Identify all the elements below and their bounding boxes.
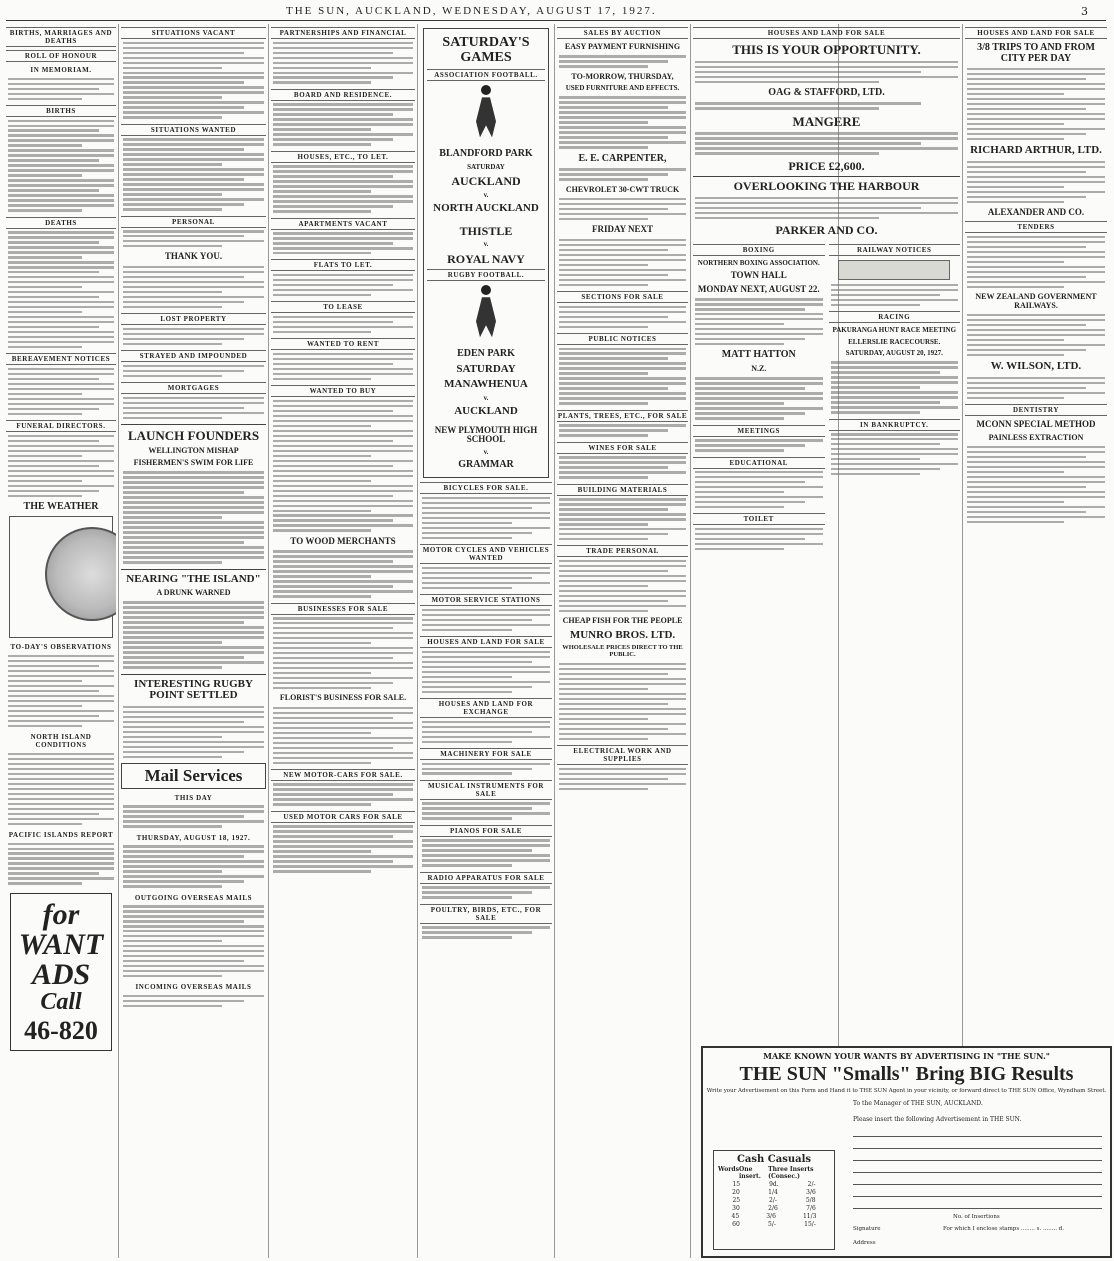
rate-cell: 30 (732, 1205, 740, 1212)
race-meeting-name: PAKURANGA HUNT RACE MEETING (832, 326, 957, 335)
form-writing-line (853, 1172, 1102, 1173)
section-heading: SALES BY AUCTION (557, 27, 688, 39)
section-heading: IN MEMORIAM. (30, 66, 92, 74)
article-subhead: FISHERMEN'S SWIM FOR LIFE (133, 458, 254, 467)
rate-row (718, 1197, 830, 1204)
want-ads-line3: Call (40, 988, 82, 1015)
section-heading: NEW MOTOR-CARS FOR SALE. (271, 769, 415, 781)
rate-cell: 7/6 (806, 1205, 816, 1212)
team-name: NEW PLYMOUTH HIGH SCHOOL (434, 424, 538, 445)
text-block (695, 102, 958, 109)
text-block (695, 132, 958, 154)
section-heading: ROLL OF HONOUR (6, 50, 116, 62)
text-block (273, 550, 413, 597)
masthead-title: THE SUN, AUCKLAND, WEDNESDAY, AUGUST 17, 1927. (286, 5, 657, 17)
section-heading: EDUCATIONAL (693, 457, 825, 469)
column-4 (420, 24, 552, 1258)
section-heading: POULTRY, BIRDS, ETC., FOR SALE (420, 904, 552, 924)
section-heading: DENTISTRY (965, 404, 1107, 416)
text-block (695, 298, 823, 345)
mail-services-heading: Mail Services (121, 763, 266, 789)
section-heading: MOTOR SERVICE STATIONS (420, 594, 552, 606)
dentist-subheading: PAINLESS EXTRACTION (988, 432, 1084, 442)
form-addressee: To the Manager of THE SUN, AUCKLAND. (853, 1100, 983, 1107)
munro-heading: MUNRO BROS. LTD. (569, 628, 676, 641)
column-6-7 (693, 24, 960, 1042)
text-block (967, 446, 1105, 523)
text-block (273, 617, 413, 689)
insertions-label: No. of Insertions (953, 1214, 1000, 1220)
footballer-illustration (466, 85, 506, 145)
section-heading: RUGBY FOOTBALL. (427, 269, 545, 281)
text-block (559, 168, 686, 180)
want-ads-line1: for WANT (18, 897, 104, 961)
team-name: THISTLE (459, 223, 513, 238)
address-label: Address (853, 1240, 876, 1246)
sports-fixtures-advert (423, 28, 549, 478)
section-heading: PUBLIC NOTICES (557, 333, 688, 345)
text-block (695, 197, 958, 219)
want-ads-advert (10, 893, 112, 1051)
text-block (559, 456, 686, 478)
rate-row (718, 1181, 830, 1188)
association-name: NORTHERN BOXING ASSOCIATION. (697, 258, 820, 267)
text-block (123, 365, 264, 377)
versus-label: v. (483, 447, 489, 456)
text-block (123, 905, 264, 977)
section-heading: ASSOCIATION FOOTBALL. (427, 69, 545, 81)
want-ads-line2: ADS (31, 957, 91, 991)
text-block (123, 845, 264, 887)
text-block (831, 361, 959, 413)
column-rule (118, 24, 119, 1258)
rate-cell: 1/4 (768, 1189, 778, 1196)
sun-smalls-form (701, 1046, 1112, 1258)
text-block (273, 400, 413, 532)
section-heading: PACIFIC ISLANDS REPORT (8, 830, 114, 839)
text-block (559, 768, 686, 790)
column-1 (6, 24, 116, 1258)
text-block (422, 886, 550, 898)
team-name: ROYAL NAVY (447, 251, 525, 266)
section-heading: DEATHS (6, 217, 116, 229)
wholesale-heading: WHOLESALE PRICES DIRECT TO THE PUBLIC. (562, 644, 683, 659)
column-rule (417, 24, 418, 1258)
auction-heading: FRIDAY NEXT (591, 224, 654, 235)
timber-heading: TO WOOD MERCHANTS (290, 535, 396, 546)
text-block (273, 165, 413, 212)
text-block (967, 314, 1105, 356)
text-block (422, 651, 550, 693)
text-block (123, 266, 264, 308)
section-heading: ELECTRICAL WORK AND SUPPLIES (557, 745, 688, 765)
section-heading: RAILWAY NOTICES (829, 244, 961, 256)
section-heading: PERSONAL (121, 216, 266, 228)
section-heading: THURSDAY, AUGUST 18, 1927. (136, 833, 251, 842)
rate-cell: One insert. (739, 1166, 761, 1180)
section-heading: MUSICAL INSTRUMENTS FOR SALE (420, 780, 552, 800)
text-block (8, 435, 114, 497)
auction-heading: EASY PAYMENT FURNISHING (564, 42, 681, 51)
text-block (123, 995, 264, 1007)
rate-cell: Three Inserts (Consec.) (768, 1166, 814, 1180)
text-block (273, 274, 413, 296)
rate-table (713, 1150, 835, 1250)
auction-heading: USED FURNITURE AND EFFECTS. (565, 84, 680, 93)
race-date: SATURDAY, AUGUST 20, 1927. (845, 348, 943, 357)
form-writing-line (853, 1148, 1102, 1149)
section-heading: PARTNERSHIPS AND FINANCIAL (271, 27, 415, 39)
section-heading: RACING (829, 311, 961, 323)
rate-row (718, 1189, 830, 1196)
weather-heading: THE WEATHER (23, 500, 99, 512)
form-request: Please insert the following Advertisement in THE SUN. (853, 1116, 1022, 1123)
section-heading: BIRTHS, MARRIAGES AND DEATHS (6, 27, 116, 47)
article-body (123, 471, 264, 563)
section-heading: RADIO APPARATUS FOR SALE (420, 872, 552, 884)
text-block (8, 78, 114, 100)
text-block (273, 825, 413, 872)
text-block (831, 284, 959, 306)
text-block (422, 763, 550, 775)
auctioneer-name: E. E. CARPENTER, (578, 152, 667, 164)
text-block (422, 926, 550, 938)
rate-cell: 5/- (768, 1221, 776, 1228)
text-block (559, 239, 686, 286)
rate-cell: Words (718, 1166, 739, 1173)
two-column-section (693, 241, 960, 555)
section-heading: USED MOTOR CARS FOR SALE (271, 811, 415, 823)
form-title: MAKE KNOWN YOUR WANTS BY ADVERTISING IN "THE SUN." (763, 1051, 1050, 1061)
article-body (123, 601, 264, 668)
mangere-heading: MANGERE (792, 113, 861, 129)
text-block (559, 55, 686, 67)
text-block (967, 236, 1105, 288)
text-block (559, 96, 686, 148)
section-heading: PLANTS, TREES, ETC., FOR SALE (557, 411, 688, 420)
auction-heading: CHEVROLET 30-CWT TRUCK (565, 184, 680, 194)
column-rule (690, 24, 691, 1258)
versus-label: v. (483, 393, 489, 402)
section-heading: FUNERAL DIRECTORS. (6, 420, 116, 432)
text-block (8, 231, 114, 348)
section-heading: HOUSES, ETC., TO LET. (271, 151, 415, 163)
nz-label: N.Z. (751, 363, 767, 373)
text-block (123, 138, 264, 210)
column-rule (268, 24, 269, 1258)
firm-name: OAG & STAFFORD, LTD. (768, 86, 885, 98)
text-block (273, 707, 413, 764)
florist-heading: FLORIST'S BUSINESS FOR SALE. (279, 693, 407, 703)
masthead (6, 4, 1106, 21)
weather-chart (9, 516, 113, 638)
day-label: SATURDAY (467, 162, 505, 171)
firm-name: ALEXANDER AND CO. (987, 206, 1085, 217)
overlooking-heading: OVERLOOKING THE HARBOUR (693, 176, 960, 193)
article-subhead: A DRUNK WARNED (156, 588, 231, 598)
text-block (695, 61, 958, 83)
fish-heading: CHEAP FISH FOR THE PEOPLE (562, 616, 683, 626)
section-heading: IN BANKRUPTCY. (829, 419, 961, 431)
opportunity-heading: THIS IS YOUR OPPORTUNITY. (732, 42, 921, 57)
trips-heading: 3/8 TRIPS TO AND FROM CITY PER DAY (977, 42, 1095, 64)
games-heading: SATURDAY'S GAMES (442, 35, 530, 65)
text-block (559, 498, 686, 540)
section-heading: TENDERS (965, 221, 1107, 233)
section-heading: STRAYED AND IMPOUNDED (121, 350, 266, 362)
text-block (695, 377, 823, 419)
section-heading: FLATS TO LET. (271, 259, 415, 271)
form-writing-line (853, 1160, 1102, 1161)
rate-cell: 11/3 (802, 1213, 817, 1220)
text-block (967, 68, 1105, 140)
section-heading: WINES FOR SALE (557, 442, 688, 454)
column-8 (965, 24, 1107, 1042)
want-ads-phone: 46-820 (24, 1015, 98, 1045)
rate-row (718, 1221, 830, 1228)
rate-cell: 5/8 (805, 1197, 816, 1204)
rate-cell: 2/- (769, 1197, 777, 1204)
section-heading: WANTED TO BUY (271, 385, 415, 397)
rate-cell: 3/6 (766, 1213, 776, 1220)
section-heading: BOXING (693, 244, 825, 256)
text-block (8, 368, 114, 415)
rate-table-title: Cash Casuals (736, 1154, 812, 1165)
text-block (8, 655, 114, 727)
text-block (422, 497, 550, 539)
rate-cell: 15/- (804, 1221, 816, 1228)
text-block (559, 198, 686, 220)
section-heading: LOST PROPERTY (121, 313, 266, 325)
column-2 (121, 24, 266, 1258)
stamps-label: For which I enclose stamps ........ s. ........ d. (943, 1226, 1064, 1232)
barometer-dial (45, 527, 116, 621)
venue-name: EDEN PARK (457, 348, 515, 360)
section-heading: HOUSES AND LAND FOR EXCHANGE (420, 698, 552, 718)
text-block (273, 103, 413, 145)
rate-cell: 2/- (807, 1181, 816, 1188)
versus-label: v. (483, 190, 489, 199)
text-block (123, 397, 264, 419)
rate-row (718, 1213, 830, 1220)
racecourse-name: ELLERSLIE RACECOURSE. (848, 337, 941, 346)
price-label: PRICE £2,600. (788, 158, 865, 173)
column-5 (557, 24, 688, 1258)
text-block (422, 567, 550, 589)
rate-header (718, 1166, 830, 1180)
article-headline: INTERESTING RUGBY POINT SETTLED (121, 674, 266, 702)
section-heading: MORTGAGES (121, 382, 266, 394)
article-headline: NEARING "THE ISLAND" (121, 569, 266, 586)
rate-cell: 45 (731, 1213, 740, 1220)
venue-name: TOWN HALL (730, 270, 787, 281)
article-body (123, 706, 264, 758)
form-headline: THE SUN "Smalls" Bring BIG Results (739, 1063, 1074, 1085)
section-heading: TO-DAY'S OBSERVATIONS (10, 643, 112, 652)
text-block (273, 232, 413, 254)
text-block (695, 439, 823, 451)
text-block (559, 424, 686, 436)
section-heading: SITUATIONS WANTED (121, 124, 266, 136)
railway-section (829, 241, 961, 555)
section-heading: HOUSES AND LAND FOR SALE (965, 27, 1107, 39)
text-block (123, 42, 264, 119)
firm-name: PARKER AND CO. (775, 223, 878, 238)
text-block (273, 42, 413, 84)
text-block (422, 839, 550, 866)
page-number: 3 (1081, 5, 1088, 18)
article-headline: LAUNCH FOUNDERS (121, 424, 266, 443)
text-block (422, 802, 550, 819)
text-block (123, 805, 264, 827)
section-heading: TO LEASE (271, 301, 415, 313)
section-heading: BUILDING MATERIALS (557, 484, 688, 496)
versus-label: v. (483, 240, 489, 249)
firm-name: W. WILSON, LTD. (990, 360, 1082, 373)
rate-row (718, 1205, 830, 1212)
firm-name: RICHARD ARTHUR, LTD. (970, 144, 1102, 157)
section-heading: TRADE PERSONAL (557, 545, 688, 557)
text-block (967, 377, 1105, 399)
section-heading: BEREAVEMENT NOTICES (6, 353, 116, 365)
text-block (695, 471, 823, 508)
text-block (831, 433, 959, 475)
section-heading: MEETINGS (693, 425, 825, 437)
dentist-heading: MCONN SPECIAL METHOD (976, 419, 1096, 430)
text-block (8, 120, 114, 212)
text-block (123, 230, 264, 247)
section-heading: BOARD AND RESIDENCE. (271, 89, 415, 101)
section-heading: THIS DAY (174, 793, 213, 802)
section-heading: PIANOS FOR SALE (420, 825, 552, 837)
form-writing-line (853, 1136, 1102, 1137)
section-heading: BIRTHS (6, 105, 116, 117)
rate-cell: 2/6 (768, 1205, 778, 1212)
text-block (273, 353, 413, 380)
fight-date: MONDAY NEXT, AUGUST 22. (697, 283, 820, 294)
text-block (695, 528, 823, 550)
section-heading: NORTH ISLAND CONDITIONS (30, 733, 92, 750)
venue-name: BLANDFORD PARK (439, 148, 533, 160)
rugby-player-illustration (466, 285, 506, 345)
team-name: NORTH AUCKLAND (433, 202, 539, 215)
rate-cell: 15 (732, 1181, 741, 1188)
section-heading: MACHINERY FOR SALE (420, 748, 552, 760)
section-heading: INCOMING OVERSEAS MAILS (135, 983, 252, 992)
rate-cell: 60 (732, 1221, 740, 1228)
section-heading: SECTIONS FOR SALE (557, 291, 688, 303)
form-writing-line (853, 1208, 1102, 1209)
day-label: SATURDAY (456, 362, 516, 375)
signature-label: Signature (853, 1226, 881, 1232)
thank-you-heading: THANK YOU. (164, 251, 223, 262)
section-heading: HOUSES AND LAND FOR SALE (693, 27, 960, 39)
text-block (559, 306, 686, 328)
train-illustration (838, 260, 950, 280)
section-heading: OUTGOING OVERSEAS MAILS (134, 893, 253, 902)
section-heading: MOTOR CYCLES AND VEHICLES WANTED (420, 544, 552, 564)
section-heading: BICYCLES FOR SALE. (420, 482, 552, 494)
team-name: AUCKLAND (451, 174, 521, 189)
rate-cell: 25 (732, 1197, 741, 1204)
weather-table (8, 843, 114, 885)
section-heading: SITUATIONS VACANT (121, 27, 266, 39)
section-heading: APARTMENTS VACANT (271, 218, 415, 230)
text-block (422, 721, 550, 743)
rate-cell: 3/6 (806, 1189, 816, 1196)
team-name: GRAMMAR (458, 458, 514, 470)
section-heading: WANTED TO RENT (271, 338, 415, 350)
boxer-name: MATT HATTON (721, 349, 796, 361)
team-name: AUCKLAND (454, 405, 518, 418)
boxing-section (693, 241, 825, 555)
team-name: MANAWHENUA (444, 378, 528, 391)
section-heading: TOILET (693, 513, 825, 525)
rate-cell: 20 (732, 1189, 740, 1196)
rate-cell: 9d. (769, 1181, 779, 1188)
text-block (559, 348, 686, 405)
text-block (123, 328, 264, 345)
column-3 (271, 24, 415, 1258)
auction-heading: TO-MORROW, THURSDAY, (571, 71, 674, 81)
text-block (559, 663, 686, 740)
railways-heading: NEW ZEALAND GOVERNMENT RAILWAYS. (975, 292, 1097, 310)
section-heading: HOUSES AND LAND FOR SALE (420, 636, 552, 648)
text-block (967, 161, 1105, 203)
text-block (273, 783, 413, 805)
article-subhead: WELLINGTON MISHAP (148, 445, 239, 455)
text-block (422, 609, 550, 631)
weather-table (8, 753, 114, 825)
text-block (559, 560, 686, 612)
form-writing-line (853, 1184, 1102, 1185)
section-heading: BUSINESSES FOR SALE (271, 603, 415, 615)
text-block (273, 316, 413, 333)
form-instructions: Write your Advertisement on this Form and Hand it to THE SUN Agent in your vicinity, or forward direct to THE SUN Office, Wyndham Street. (706, 1088, 1107, 1094)
column-rule (554, 24, 555, 1258)
form-writing-line (853, 1196, 1102, 1197)
